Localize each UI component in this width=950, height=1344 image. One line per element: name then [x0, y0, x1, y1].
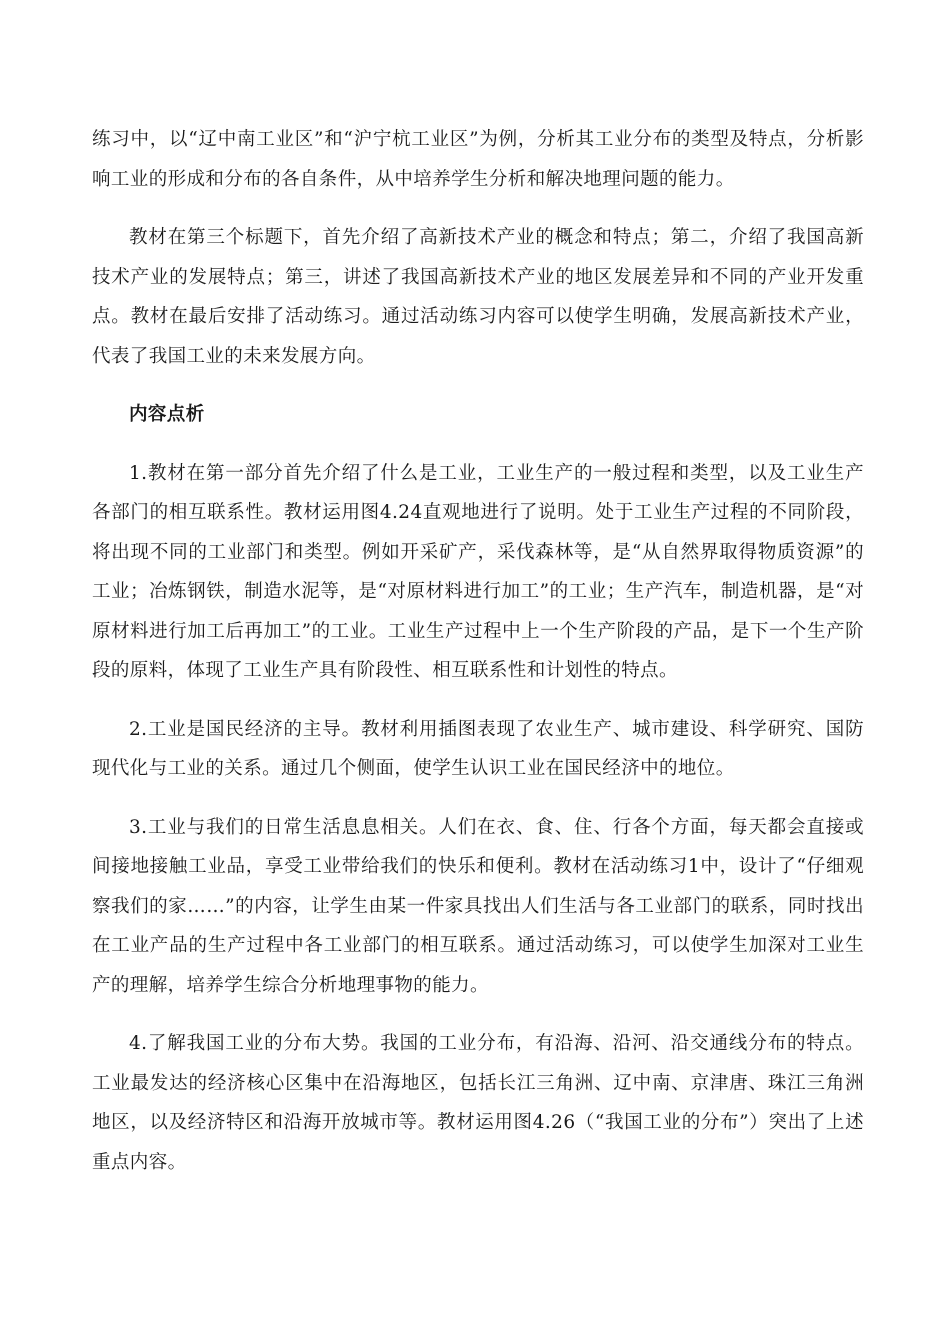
paragraph-third-heading: 教材在第三个标题下，首先介绍了高新技术产业的概念和特点；第二，介绍了我国高新技术产业的发展特点；第三，讲述了我国高新技术产业的地区发展差异和不同的产业开发重点。教材在最后安排了活动练习。通过活动练习内容可以使学生明确，发展高新技术产业，代表了我国工业的未来发展方向。: [92, 227, 864, 367]
point-3: 3.工业与我们的日常生活息息相关。人们在衣、食、住、行各个方面，每天都会直接或间接地接触工业品，享受工业带给我们的快乐和便利。教材在活动练习1中，设计了“仔细观察我们的家……”的内容，让学生由某一件家具找出人们生活与各工业部门的联系，同时找出在工业产品的生产过程中各工业部门的相互联系。通过活动练习，可以使学生加深对工业生产的理解，培养学生综合分析地理事物的能力。: [92, 816, 864, 996]
point-1: 1.教材在第一部分首先介绍了什么是工业，工业生产的一般过程和类型，以及工业生产各部门的相互联系性。教材运用图4.24直观地进行了说明。处于工业生产过程的不同阶段，将出现不同的工业部门和类型。例如开采矿产，采伐森林等，是“从自然界取得物质资源”的工业；冶炼钢铁，制造水泥等，是“对原材料进行加工”的工业；生产汽车，制造机器，是“对原材料进行加工后再加工”的工业。工业生产过程中上一个生产阶段的产品，是下一个生产阶段的原料，体现了工业生产具有阶段性、相互联系性和计划性的特点。: [92, 462, 864, 681]
document-body: [92, 120, 864, 1201]
point-2: 2.工业是国民经济的主导。教材利用插图表现了农业生产、城市建设、科学研究、国防现代化与工业的关系。通过几个侧面，使学生认识工业在国民经济中的地位。: [92, 718, 864, 779]
paragraph-continuation: 练习中，以“辽中南工业区”和“沪宁杭工业区”为例，分析其工业分布的类型及特点，分析影响工业的形成和分布的各自条件，从中培养学生分析和解决地理问题的能力。: [92, 129, 864, 190]
section-heading: 内容点析: [129, 404, 205, 425]
point-4: 4.了解我国工业的分布大势。我国的工业分布，有沿海、沿河、沿交通线分布的特点。工业最发达的经济核心区集中在沿海地区，包括长江三角洲、辽中南、京津唐、珠江三角洲地区，以及经济特区和沿海开放城市等。教材运用图4.26（“我国工业的分布”）突出了上述重点内容。: [92, 1033, 864, 1173]
